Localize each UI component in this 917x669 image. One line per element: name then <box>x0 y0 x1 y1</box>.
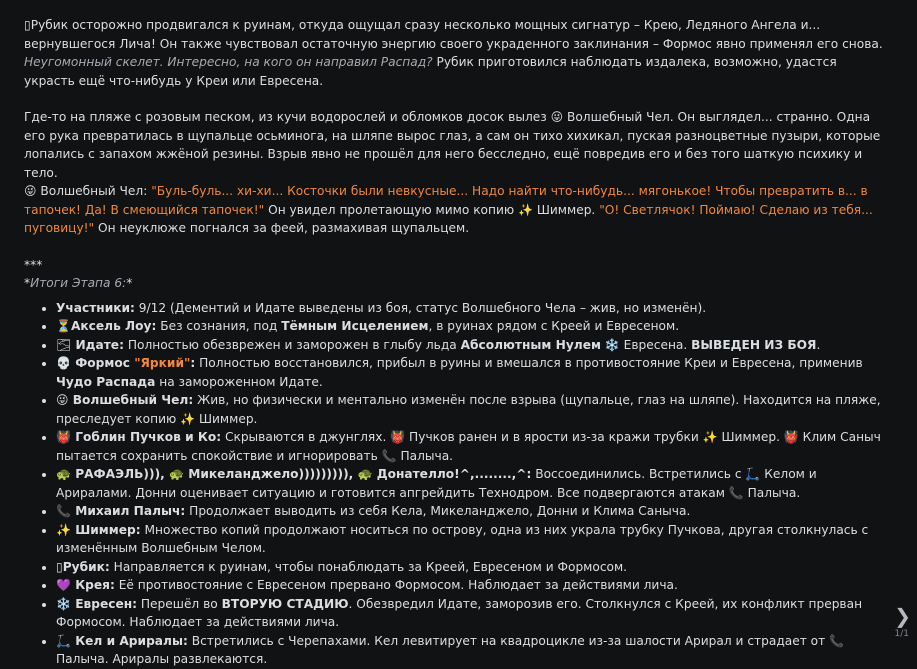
speech-quote: "О! Светлячок! Поймаю! Сделаю из тебя... пуговицу!" <box>24 202 873 235</box>
turtle-icon: 🐢 <box>169 467 184 481</box>
next-page-button[interactable]: ❯ <box>894 604 911 628</box>
summary-list <box>24 299 890 669</box>
list-item: • 📞 Михаил Палыч: Продолжает выводить из себя Кела, Микеланджело, Донни и Клима Саныча. <box>56 502 890 521</box>
phone-icon: 📞 <box>728 485 744 500</box>
italic-thought: Неугомонный скелет. Интересно, на кого он направил Распад? <box>24 55 433 69</box>
paragraph-rubik: ▯Рубик осторожно продвигался к руинам, откуда ощущал сразу несколько мощных сигнатур – Крею, Ледяного Ангела и... вернувшегося Лича! Он также чувствовал остаточную энергию своего украденного заклинания – Формос явно применял его снова. Неугомонный скелет. Интересно, на кого он направил Распад? Рубик приготовился наблюдать издалека, возможно, удастся украсть ещё что-нибудь у Креи или Евресена. <box>24 18 883 88</box>
page-counter: 1/1 <box>894 629 909 639</box>
hourglass-icon: ⏳ <box>56 319 71 333</box>
scooter-icon: 🛴 <box>745 467 761 481</box>
phone-icon: 📞 <box>56 504 71 518</box>
list-item: • ⏳Аксель Лоу: Без сознания, под Тёмным Исцелением, в руинах рядом с Креей и Евресеном. <box>56 317 890 336</box>
list-item: • 💀 Формос "Яркий": Полностью восстановился, прибыл в руины и вмешался в противостояние Креи и Евресена, применив Чудо Распада на замороженном Идате. <box>56 354 890 391</box>
sparkles-icon: ✨ <box>180 411 196 426</box>
sparkles-icon: ✨ <box>56 522 71 537</box>
snowflake-icon: ❄️ <box>56 596 71 611</box>
crazy-face-icon: 😜 <box>56 393 69 407</box>
message-body <box>24 16 890 669</box>
summary-title: *Итоги Этапа 6:* <box>24 276 133 290</box>
speech-quote: "Буль-буль... хи-хи... Косточки были невкусные... Надо найти что-нибудь... мягонькое! Чтобы превратить в... в тапочек! Да! В смеющийся тапочек!" <box>24 184 868 217</box>
turtle-icon: 🐢 <box>56 467 71 481</box>
ogre-icon: 👹 <box>783 430 799 444</box>
phone-icon: 📞 <box>829 633 845 648</box>
turtle-icon: 🐢 <box>357 467 373 481</box>
list-item: • 🌫 Идате: Полностью обезврежен и заморожен в глыбу льда Абсолютным Нулем ❄️ Евресена. ВЫВЕДЕН ИЗ БОЯ. <box>56 336 890 355</box>
list-item: • 💜 Крея: Её противостояние с Евресеном прервано Формосом. Наблюдает за действиями лича. <box>56 576 890 595</box>
separator-stars: *** <box>24 257 43 272</box>
list-item: • ▯Рубик: Направляется к руинам, чтобы понаблюдать за Креей, Евресеном и Формосом. <box>56 558 890 577</box>
list-item: • 🐢 РАФАЭЛЬ))), 🐢 Микеланджело))))))))), 🐢 Донателло!^,........,^: Воссоединились. Встретились с 🛴 Келом и Арирaлами. Донни оценивает ситуацию и готовится апгрейдить Технодром. Все подвергаются атакам 📞 Палыча. <box>56 465 890 502</box>
crazy-face-icon: 😜 <box>550 110 564 124</box>
sparkles-icon: ✨ <box>518 202 533 217</box>
list-item: • 👹 Гоблин Пучков и Ко: Скрываются в джунглях. 👹 Пучков ранен и в ярости из-за кражи трубки ✨ Шиммер. 👹 Клим Саныч пытается сохранить спокойствие и игнорировать 📞 Палыча. <box>56 428 890 465</box>
list-item: • 😜 Волшебный Чел: Жив, но физически и ментально изменён после взрыва (щупальце, глаз на шляпе). Находится на пляже, преследует копию ✨ Шиммер. <box>56 391 890 428</box>
snowflake-icon: ❄️ <box>604 337 620 352</box>
list-item: • 🛴 Кел и Арирaлы: Встретились с Черепахами. Кел левитирует на квадроцикле из-за шалости Арирал и страдает от 📞 Палыча. Арирaлы развлекаются. <box>56 632 890 669</box>
skull-icon: 💀 <box>56 356 71 370</box>
ogre-icon: 👹 <box>56 430 71 444</box>
missing-glyph-icon: ▯ <box>56 559 63 574</box>
list-item: • Участники: 9/12 (Дементий и Идате выведены из боя, статус Волшебного Чела – жив, но изменён). <box>56 299 890 318</box>
list-item: • ✨ Шиммер: Множество копий продолжают носиться по острову, одна из них украла трубку Пучкова, другая столкнулась с изменённым Волшебным Челом. <box>56 521 890 558</box>
missing-glyph-icon: ▯ <box>24 18 31 32</box>
phone-icon: 📞 <box>381 448 397 463</box>
scooter-icon: 🛴 <box>56 633 71 648</box>
purple-heart-icon: 💜 <box>56 578 71 592</box>
paragraph-wizard-speech: 😜 Волшебный Чел: "Буль-буль... хи-хи... Косточки были невкусные... Надо найти что-нибудь... мягонькое! Чтобы превратить в... в тапочек! Да! В смеющийся тапочек!" Он увидел пролетающую мимо копию ✨ Шиммер. "О! Светлячок! Поймаю! Сделаю из тебя... пуговицу!" Он неуклюже погнался за феей, размахивая щупальцем. <box>24 184 873 235</box>
list-item: • ❄️ Евресен: Перешёл во ВТОРУЮ СТАДИЮ. Обезвредил Идате, заморозив его. Столкнулся с Креей, их конфликт прерван Формосом. Наблюдает за действиями лича. <box>56 595 890 632</box>
ogre-icon: 👹 <box>390 430 406 444</box>
paragraph-wizard: Где-то на пляже с розовым песком, из кучи водорослей и обломков досок вылез 😜 Волшебный Чел. Он выглядел... странно. Одна его рука превратилась в щупальце осьминога, на шляпе вырос глаз, а сам он тихо хихикал, пуская разноцветные пузыри, которые лопались с запахом жжёной резины. Взрыв явно не прошёл для него бесследно, ещё повредив его и без того шаткую психику и тело. <box>24 110 881 180</box>
sparkles-icon: ✨ <box>702 430 718 444</box>
fog-icon: 🌫 <box>56 337 72 352</box>
crazy-face-icon: 😜 <box>24 184 37 198</box>
